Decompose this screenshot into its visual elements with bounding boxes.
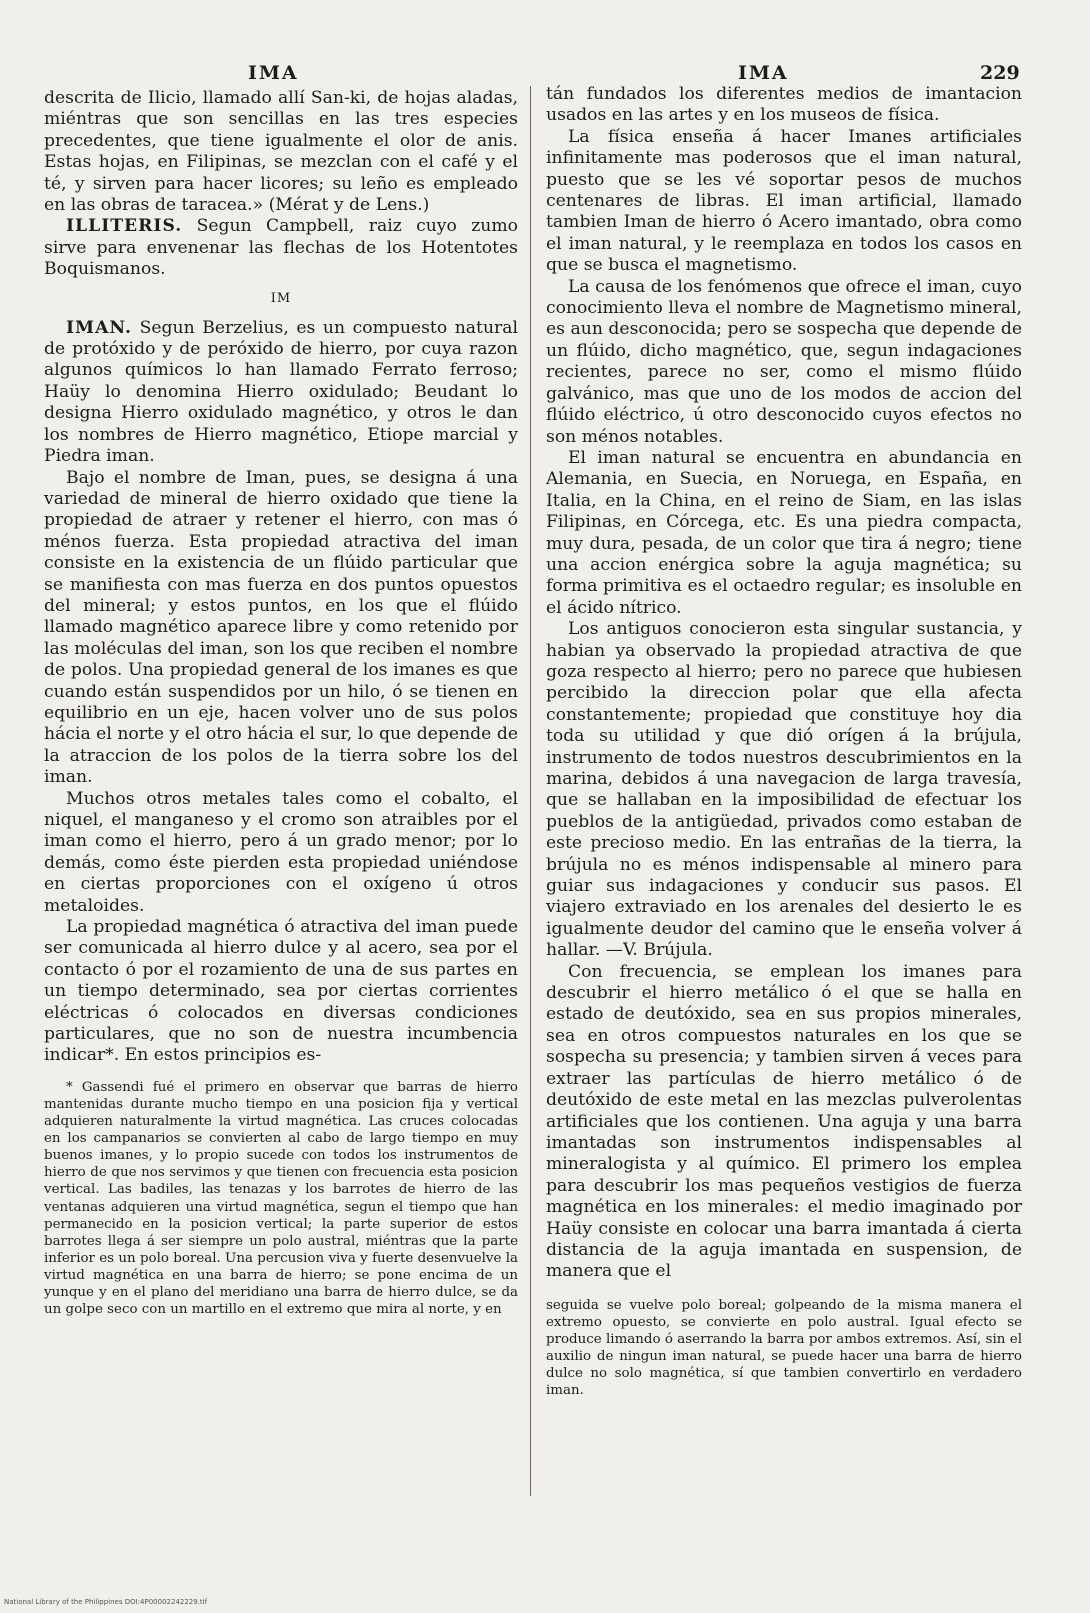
paragraph: El iman natural se encuentra en abundancia en Alemania, en Suecia, en Noruega, en España, en Italia, en la China, en el reino de Siam, en las islas Filipinas, en Córcega, etc. Es una piedra compacta, muy dura, pesada, de un color que tira á negro; tiene una accion enérgica sobre la aguja magnética; su forma primitiva es el octaedro regular; es insoluble en el ácido nítrico. <box>546 447 1022 618</box>
paragraph: Muchos otros metales tales como el cobalto, el niquel, el manganeso y el cromo son atraibles por el iman como el hierro, pero á un grado menor; por lo demás, como éste pierden esta propiedad uniéndose en ciertas proporciones con el oxígeno ú otros metaloides. <box>44 788 518 916</box>
page-number: 229 <box>980 62 1020 84</box>
paragraph: La física enseña á hacer Imanes artificiales infinitamente mas poderosos que el iman natural, puesto que se les vé soportar pesos de muchos centenares de libras. El iman artificial, llamado tambien Iman de hierro ó Acero imantado, obra como el iman natural, y le reemplaza en todos los casos en que se busca el magnetismo. <box>546 126 1022 276</box>
entry-illiteris <box>44 216 518 280</box>
entry-text-illiteris: Segun Campbell, raiz cuyo zumo sirve para envenenar las flechas de los Hotentotes Boquismanos. <box>44 216 518 280</box>
right-column <box>546 84 1022 1399</box>
scan-source-footer: National Library of the Philippines DOI:4P00002242229.tif <box>4 1598 208 1606</box>
paragraph: tán fundados los diferentes medios de imantacion usados en las artes y en los museos de física. <box>546 84 1022 126</box>
continued-entry-text: descrita de Ilicio, llamado allí San-ki, de hojas aladas, miéntras que son sencillas en las tres especies precedentes, que tiene igualmente el olor de anis. Estas hojas, en Filipinas, se mezclan con el café y el té, y sirven para hacer licores; su leño es empleado en las obras de taracea.» (Mérat y de Lens.) <box>44 88 518 216</box>
paragraph: Los antiguos conocieron esta singular sustancia, y habian ya observado la propiedad atractiva de que goza respecto al hierro; pero no parece que hubiesen percibido la direccion polar que ella afecta constantemente; propiedad que constituye hoy dia toda su utilidad y que dió orígen á la brújula, instrumento de todos nuestros descubrimientos en la marina, debidos á una navegacion de larga travesía, que se hallaban en la imposibilidad de efectuar los pueblos de la antigüedad, privados como estaban de este precioso medio. En las entrañas de la tierra, la brújula no es ménos indispensable al minero para guiar sus indagaciones y conducir sus pasos. El viajero extraviado en los arenales del desierto le es igualmente deudor del camino que le enseña volver á hallar. —V. Brújula. <box>546 619 1022 961</box>
paragraph: La propiedad magnética ó atractiva del iman puede ser comunicada al hierro dulce y al acero, sea por el contacto ó por el rozamiento de una de sus partes en un tiempo determinado, sea por ciertas corrientes eléctricas ó colocados en diversas condiciones particulares, que no son de nuestra incumbencia indicar*. En estos principios es- <box>44 917 518 1066</box>
running-head-right: IMA <box>738 62 789 84</box>
column-divider <box>530 86 531 1496</box>
footnote: * Gassendi fué el primero en observar que barras de hierro mantenidas durante mucho tiempo en una posicion fija y vertical adquieren naturalmente la virtud magnética. Las cruces colocadas en los campanarios se convierten al cabo de largo tiempo en muy buenos imanes, y lo propio sucede con todos los instrumentos de hierro de que nos servimos y que tienen con frecuencia esta posicion vertical. Las badiles, las tenazas y los barrotes de hierro de las ventanas adquieren una virtud magnética, segun el tiempo que han permanecido en la posicion vertical; la parte superior de estos barrotes llega á ser siempre un polo austral, miéntras que la parte inferior es un polo boreal. Una percusion viva y fuerte desenvuelve la virtud magnética en una barra de hierro; se pone encima de un yunque y en el plano del meridiano una barra de hierro dulce, se da un golpe seco con un martillo en el extremo que mira al norte, y en <box>44 1079 518 1318</box>
section-heading: IM <box>270 290 292 306</box>
footnote-continuation: seguida se vuelve polo boreal; golpeando de la misma manera el extremo opuesto, se convierte en polo austral. Igual efecto se produce limando ó aserrando la barra por ambos extremos. Así, sin el auxilio de ningun iman natural, se puede hacer una barra de hierro dulce no solo magnética, sí que tambien convertirlo en verdadero iman. <box>546 1297 1022 1399</box>
paragraph: Bajo el nombre de Iman, pues, se designa á una variedad de mineral de hierro oxidado que tiene la propiedad de atraer y retener el hierro, con mas ó ménos fuerza. Esta propiedad atractiva del iman consiste en la existencia de un flúido particular que se manifiesta con mas fuerza en dos puntos opuestos del mineral; y estos puntos, en los que el flúido llamado magnético aparece libre y como retenido por las moléculas del iman, son los que reciben el nombre de polos. Una propiedad general de los imanes es que cuando están suspendidos por un hilo, ó se tienen en equilibrio en un eje, hacen volver uno de sus polos hácia el norte y el otro hácia el sur, lo que depende de la atraccion de los polos de la tierra sobre los del iman. <box>44 467 518 788</box>
paragraph: La causa de los fenómenos que ofrece el iman, cuyo conocimiento lleva el nombre de Magnetismo mineral, es aun desconocida; pero se sospecha que depende de un flúido, dicho magnético, que, segun indagaciones recientes, parece no ser, como el mismo flúido galvánico, mas que uno de los modos de accion del flúido eléctrico, ú otro desconocido cuyos efectos no son ménos notables. <box>546 276 1022 447</box>
running-head-left: IMA <box>248 62 299 84</box>
entry-text-iman: Segun Berzelius, es un compuesto natural de protóxido y de peróxido de hierro, por cuya razon algunos químicos lo han llamado Ferrato ferroso; Haüy lo denomina Hierro oxidulado; Beudant lo designa Hierro oxidulado magnético, y otros le dan los nombres de Hierro magnético, Etiope marcial y Piedra iman. <box>44 317 518 467</box>
paragraph: Con frecuencia, se emplean los imanes para descubrir el hierro metálico ó el que se halla en estado de deutóxido, sea en sus propios minerales, sea en otros compuestos naturales en los que se sospecha su presencia; y tambien sirven á veces para extraer las partículas de hierro metálico ó de deutóxido de este metal en las mezclas pulverolentas artificiales que los contienen. Una aguja y una barra imantadas son instrumentos indispensables al mineralogista y al químico. El primero los emplea para descubrir los mas pequeños vestigios de fuerza magnética en los minerales: el medio imaginado por Haüy consiste en colocar una barra imantada á cierta distancia de la aguja imantada en suspension, de manera que el <box>546 961 1022 1282</box>
entry-term-iman: IMAN. <box>66 317 132 338</box>
left-column <box>44 88 518 1318</box>
entry-iman <box>44 318 518 468</box>
entry-term-illiteris: ILLITERIS. <box>66 216 183 237</box>
